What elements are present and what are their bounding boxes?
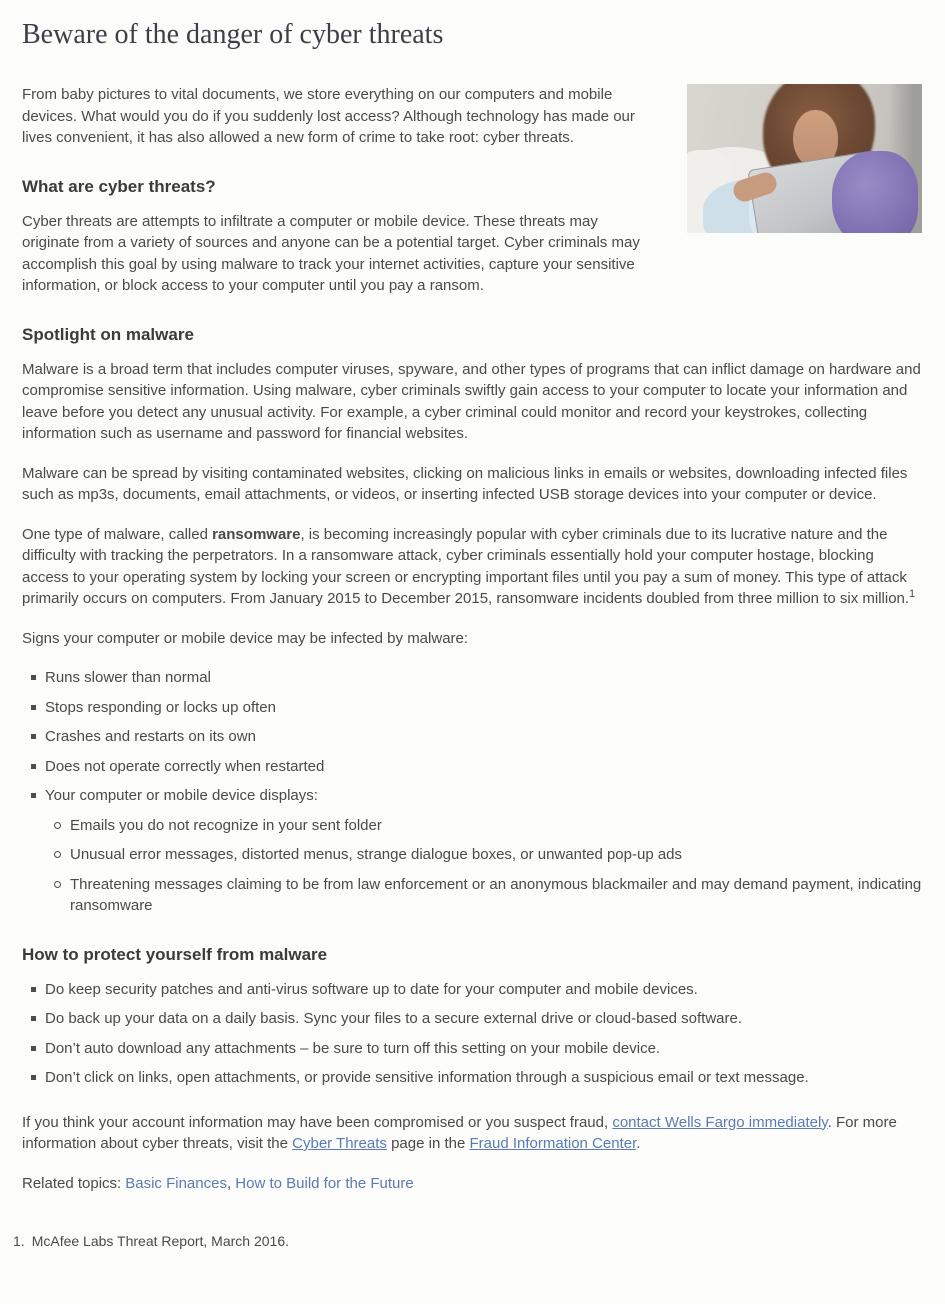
footnote-number: 1.	[13, 1233, 25, 1249]
closing-text-2: . For more information about cyber threats, visit the	[22, 1113, 897, 1152]
list-item-text: Emails you do not recognize in your sent folder	[70, 816, 382, 834]
list-item-text: Don’t auto download any attachments – be sure to turn off this setting on your mobile device.	[45, 1039, 661, 1057]
list-item-text: Stops responding or locks up often	[45, 698, 276, 716]
how-to-build-for-the-future-link[interactable]: How to Build for the Future	[235, 1174, 414, 1192]
list-item	[22, 1008, 922, 1030]
list-item-text: Do back up your data on a daily basis. Sync your files to a secure external drive or cloud-based software.	[45, 1010, 743, 1027]
list-item	[22, 979, 922, 1001]
malware-spread-paragraph: Malware can be spread by visiting contaminated websites, clicking on malicious links in emails or websites, downloading infected files such as mp3s, documents, email attachments, or videos, or inserting infected USB storage devices into your computer or device.	[22, 464, 908, 503]
malware-signs-list	[22, 667, 922, 917]
list-item	[22, 1038, 922, 1060]
list-item	[22, 726, 922, 748]
list-item-text: Do keep security patches and anti-virus software up to date for your computer and mobile devices.	[45, 980, 698, 998]
list-item-text: Unusual error messages, distorted menus, strange dialogue boxes, or unwanted pop-up ads	[70, 846, 683, 863]
list-item	[22, 756, 922, 778]
related-topics-separator: ,	[226, 1174, 236, 1192]
list-item-text: Runs slower than normal	[45, 669, 211, 686]
list-item	[22, 1067, 922, 1089]
basic-finances-link[interactable]: Basic Finances	[125, 1174, 227, 1192]
ransomware-bold-term: ransomware	[212, 525, 301, 543]
footnote-text: McAfee Labs Threat Report, March 2016.	[31, 1233, 290, 1249]
ransomware-text-pre: One type of malware, called	[22, 525, 213, 543]
list-item	[45, 815, 922, 837]
protection-tips-list	[22, 979, 922, 1089]
closing-text-4: .	[636, 1135, 641, 1152]
list-item-text: Threatening messages claiming to be from law enforcement or an anonymous blackmailer and may demand payment, indicating ransomware	[70, 875, 922, 914]
list-item-text: Don’t click on links, open attachments, or provide sensitive information through a suspicious email or text message.	[45, 1069, 809, 1086]
section-heading-what-are-cyber-threats: What are cyber threats?	[22, 176, 216, 196]
list-item-text: Does not operate correctly when restarted	[45, 757, 325, 775]
footnote	[13, 1232, 922, 1251]
section-heading-spotlight-on-malware: Spotlight on malware	[22, 324, 194, 344]
list-item	[22, 697, 922, 719]
intro-paragraph: From baby pictures to vital documents, we store everything on our computers and mobile devices. What would you do if you suddenly lost access? Although technology has made our lives convenient, it has also allowed a new form of crime to take root: cyber threats.	[22, 86, 635, 146]
closing-text-1: If you think your account information may have been compromised or you suspect fraud,	[22, 1113, 613, 1131]
device-displays-sublist	[45, 815, 922, 917]
list-item	[45, 844, 922, 866]
closing-text-3: page in the	[386, 1135, 470, 1152]
ransomware-text-post: , is becoming increasingly popular with cyber criminals due to its lucrative nature and the difficulty with tracking the perpetrators. In a ransomware attack, cyber criminals essentially hold your computer hostage, blocking access to your operating system by locking your screen or encrypting important files until you pay a sum of money. This type of attack primarily occurs on computers. From January 2015 to December 2015, ransomware incidents doubled from three million to six million.	[22, 525, 910, 607]
what-are-cyber-threats-paragraph: Cyber threats are attempts to infiltrate a computer or mobile device. These threats may originate from a variety of sources and anyone can be a potential target. Cyber criminals may accomplish this goal by using malware to track your internet activities, capture your sensitive information, or block access to your computer until you pay a ransom.	[22, 212, 640, 294]
list-item	[45, 874, 922, 917]
section-heading-how-to-protect: How to protect yourself from malware	[22, 944, 328, 964]
ransomware-paragraph	[22, 524, 922, 610]
signs-intro-paragraph: Signs your computer or mobile device may be infected by malware:	[22, 629, 469, 647]
fraud-information-center-link[interactable]: Fraud Information Center	[469, 1135, 637, 1152]
photo-purple-blanket	[832, 151, 918, 233]
woman-with-tablet-photo	[687, 84, 922, 233]
list-item-text: Crashes and restarts on its own	[45, 728, 256, 745]
malware-definition-paragraph: Malware is a broad term that includes computer viruses, spyware, and other types of programs that can inflict damage on hardware and compromise sensitive information. Using malware, cyber criminals swiftly gain access to your computer to locate your information and leave before you detect any unusual activity. For example, a cyber criminal could monitor and record your keystrokes, collecting information such as username and password for financial websites.	[22, 360, 921, 442]
cyber-threats-link[interactable]: Cyber Threats	[292, 1135, 387, 1152]
related-topics	[22, 1173, 922, 1195]
list-item	[22, 667, 922, 689]
related-topics-label: Related topics:	[22, 1174, 122, 1192]
page-title: Beware of the danger of cyber threats	[22, 19, 444, 50]
footnote-ref: 1	[909, 588, 916, 600]
closing-paragraph	[22, 1112, 922, 1155]
list-item	[22, 785, 922, 917]
contact-wells-fargo-link[interactable]: contact Wells Fargo immediately	[612, 1113, 828, 1131]
list-item-text: Your computer or mobile device displays:	[45, 787, 318, 804]
